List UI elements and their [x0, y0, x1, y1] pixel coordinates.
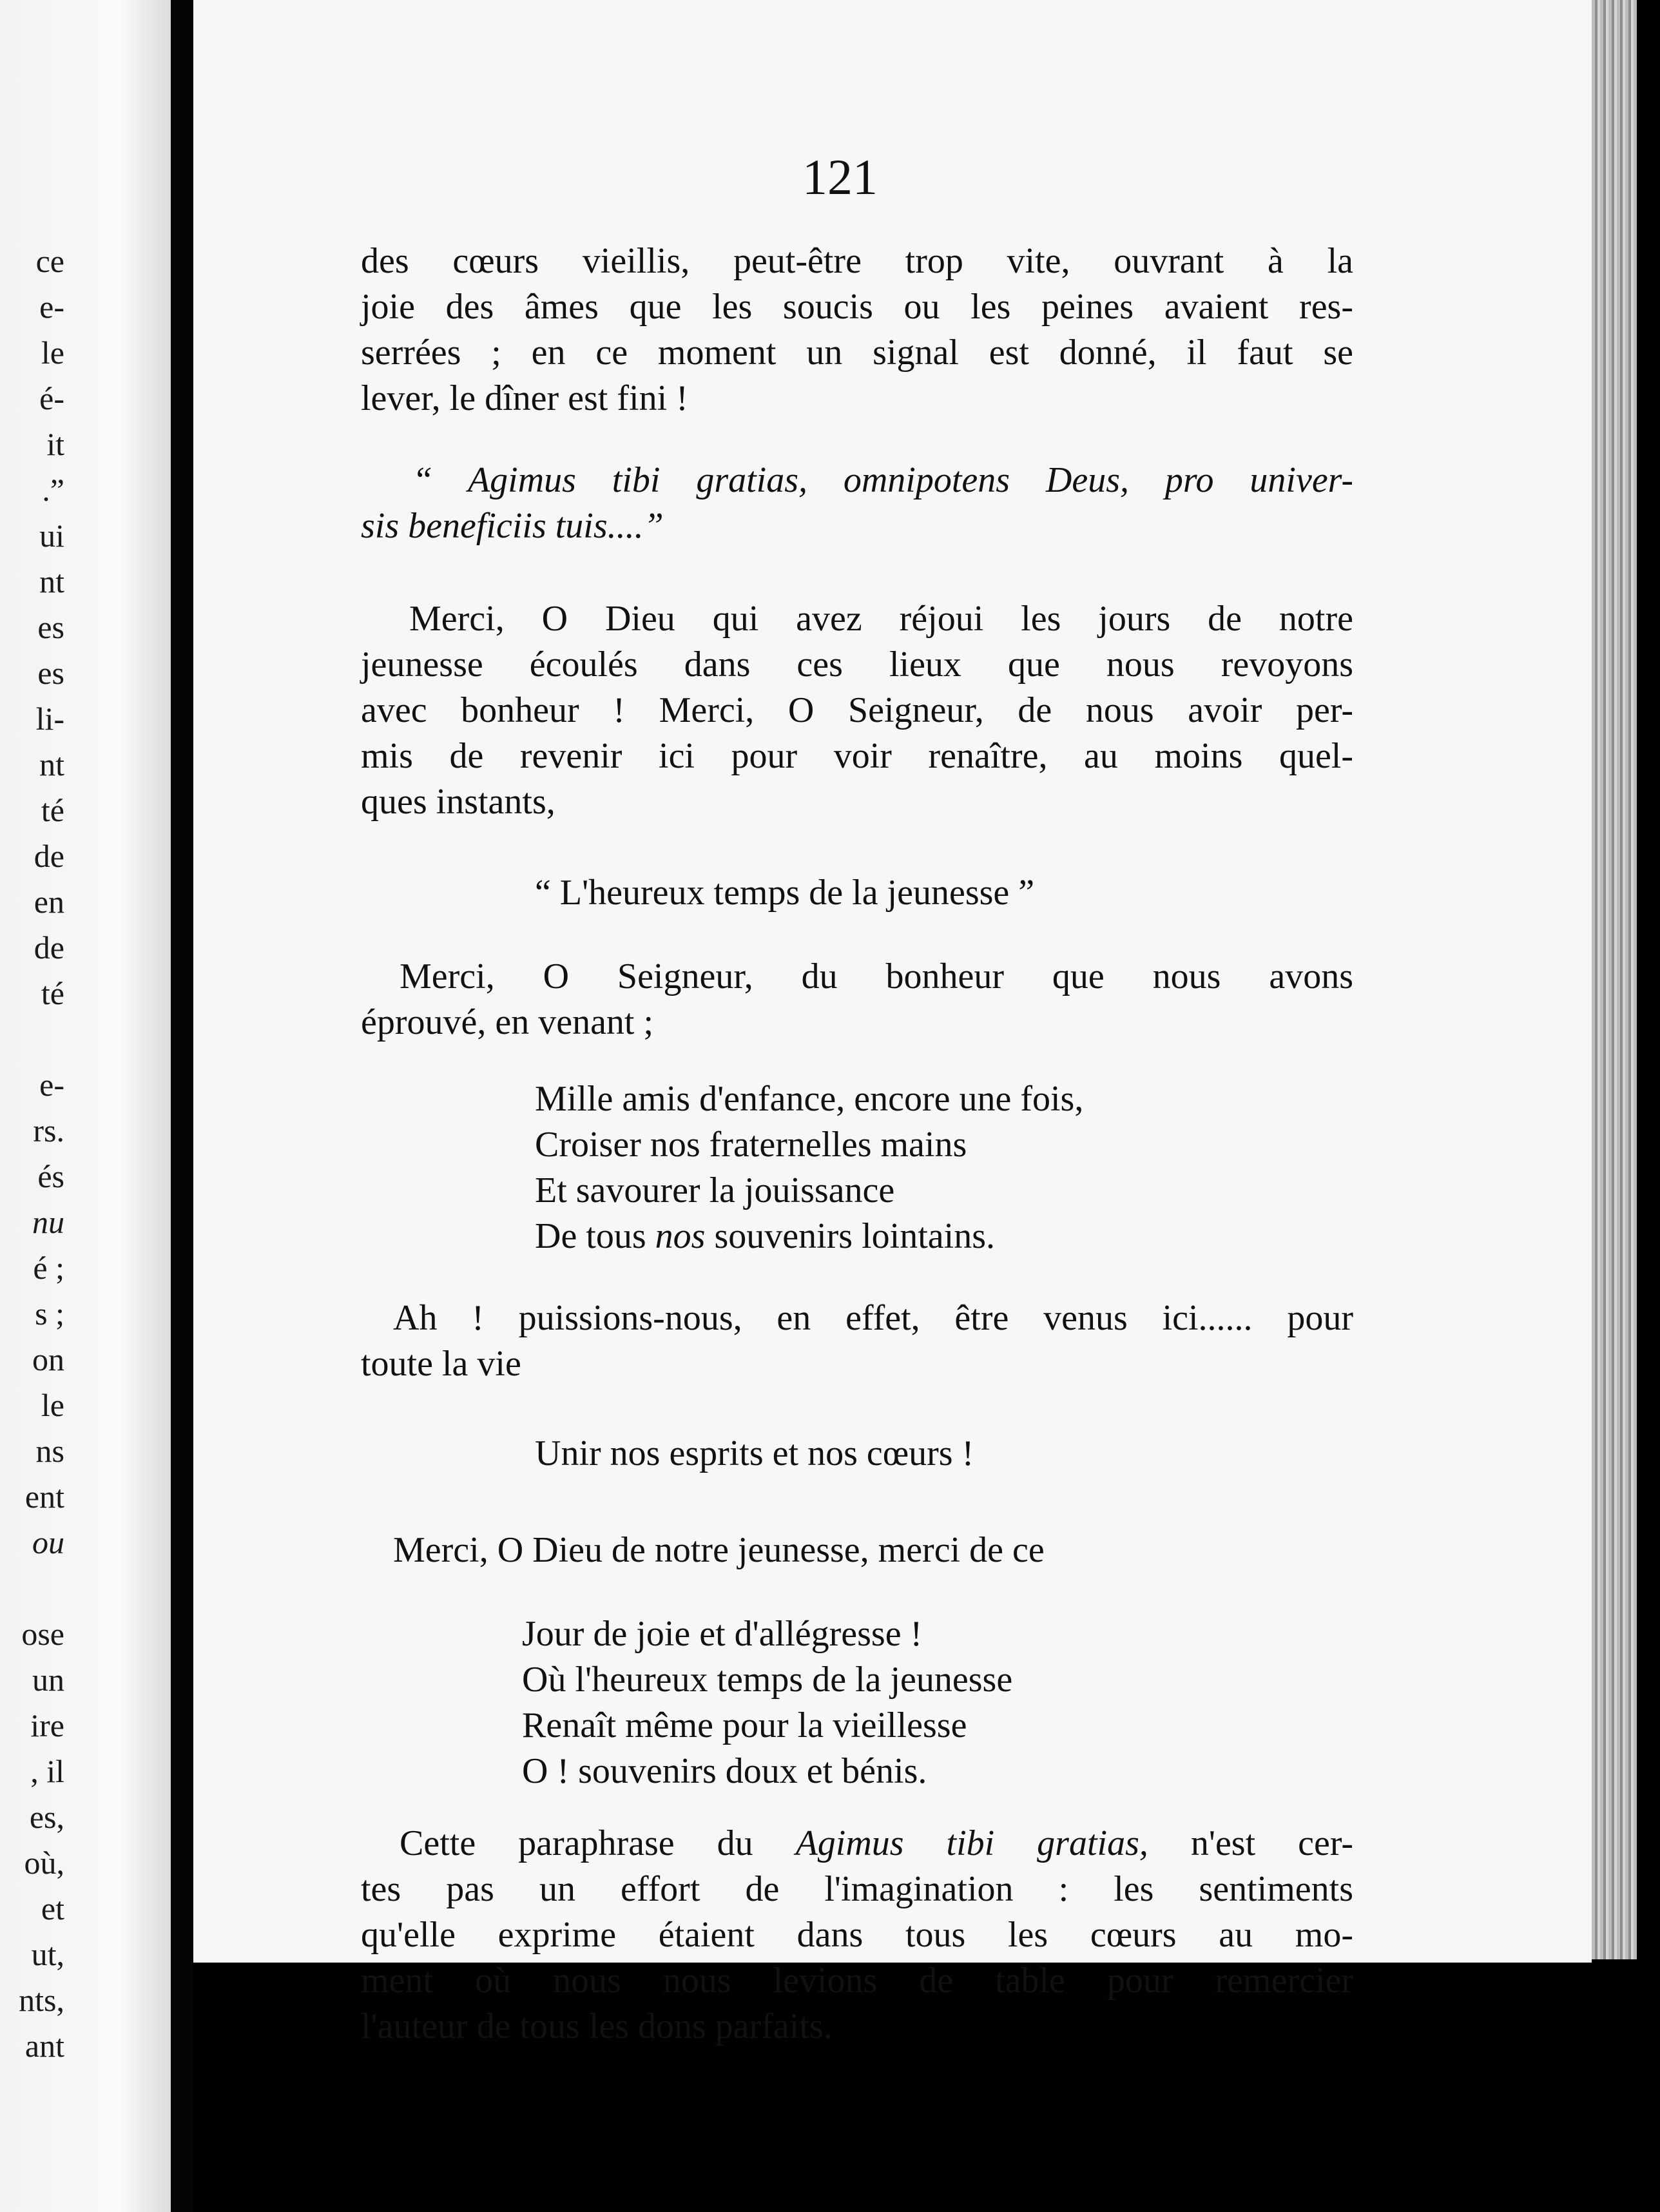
left-page-fragment: es,: [29, 1799, 64, 1835]
left-page-fragment: .”: [42, 472, 64, 508]
left-page-fragment: nt: [39, 746, 64, 782]
text-line: lever, le dîner est fini !: [361, 378, 688, 418]
left-page-fragment: de: [34, 929, 64, 965]
verse-unir: Unir nos esprits et nos cœurs !: [535, 1433, 974, 1473]
text-line: jeunesse écoulés dans ces lieux que nous revoyons: [361, 645, 1353, 684]
quote-jeunesse: “ L'heureux temps de la jeunesse ”: [535, 873, 1035, 913]
left-page-fragment: où,: [24, 1845, 64, 1881]
left-page-fragment: it: [46, 426, 64, 462]
text-line: Merci, O Seigneur, du bonheur que nous avons: [400, 956, 1353, 996]
text-line: joie des âmes que les soucis ou les peines avaient res-: [361, 287, 1353, 327]
left-page-fragment: es: [37, 655, 64, 691]
text-line: ment où nous nous levions de table pour remercier: [361, 1961, 1353, 2001]
left-page-fragment: é ;: [33, 1250, 64, 1286]
left-page-fragment: ui: [39, 518, 64, 554]
text-italic-segment: Agimus tibi gratias,: [795, 1823, 1148, 1863]
verse-line: Et savourer la jouissance: [535, 1170, 895, 1210]
left-page-fragment: nt: [39, 563, 64, 599]
left-page-fragment: , il: [30, 1753, 64, 1789]
left-page-fragment: té: [41, 975, 64, 1011]
text-line: toute la vie: [361, 1344, 521, 1384]
text-line: ques instants,: [361, 782, 555, 822]
left-page-fragment: e-: [39, 289, 64, 325]
text-line: sis beneficiis tuis....”: [361, 506, 664, 546]
verse-line: [535, 1214, 1083, 1259]
left-page-fragment: ut,: [31, 1936, 64, 1972]
text-line: Ah ! puissions-nous, en effet, être venus ici...... pour: [393, 1298, 1353, 1338]
page-number: 121: [802, 149, 878, 205]
left-page-fragment: [0, 1016, 64, 1062]
left-page-fragment: é-: [39, 380, 64, 416]
left-page-fragment: en: [34, 884, 64, 920]
verse-line: Croiser nos fraternelles mains: [535, 1125, 967, 1165]
left-page-fragment: et: [41, 1890, 64, 1926]
left-page-fragment: ou: [32, 1524, 64, 1560]
left-page-fragment: e-: [39, 1067, 64, 1103]
verse-text: souvenirs lointains.: [705, 1216, 995, 1256]
left-page-fragment: li-: [35, 701, 64, 737]
text-line: mis de revenir ici pour voir renaître, au moins quel-: [361, 736, 1353, 776]
verse-line: O ! souvenirs doux et bénis.: [522, 1751, 927, 1791]
paragraph-3: [361, 954, 1353, 1045]
left-page-fragment: le: [41, 1387, 64, 1423]
left-page-fragment: nts,: [19, 1982, 64, 2018]
verse-line: Mille amis d'enfance, encore une fois,: [535, 1079, 1084, 1119]
left-page-fragment: s ;: [35, 1295, 64, 1332]
verse-2: [522, 1611, 1012, 1794]
left-page-fragment: ent: [24, 1479, 64, 1515]
left-page-fragment: ose: [21, 1616, 64, 1652]
verse-1: [535, 1076, 1083, 1259]
left-page-fragment: un: [32, 1662, 64, 1698]
text-segment: Cette paraphrase du: [400, 1823, 796, 1863]
paragraph-6: [361, 1821, 1353, 2050]
left-page-fragment: rs.: [33, 1112, 64, 1149]
left-page-fragment: ce: [35, 243, 64, 279]
verse-line: Où l'heureux temps de la jeunesse: [522, 1660, 1013, 1700]
text-line: avec bonheur ! Merci, O Seigneur, de nous avoir per-: [361, 690, 1353, 730]
paragraph-5: Merci, O Dieu de notre jeunesse, merci de ce: [393, 1530, 1045, 1570]
left-page-fragment: le: [41, 335, 64, 371]
text-line: tes pas un effort de l'imagination : les sentiments: [361, 1869, 1353, 1909]
left-page-fragment: es: [37, 609, 64, 645]
verse-line: Renaît même pour la vieillesse: [522, 1705, 967, 1745]
left-page-fragment: de: [34, 838, 64, 874]
left-page: [0, 0, 171, 2212]
verse-line: Jour de joie et d'allégresse !: [522, 1614, 923, 1654]
text-segment: n'est cer-: [1148, 1823, 1353, 1863]
left-page-fragment: nu: [32, 1204, 64, 1240]
text-line: Merci, O Dieu qui avez réjoui les jours de notre: [409, 599, 1353, 639]
paragraph-2: [361, 596, 1353, 825]
text-line: des cœurs vieillis, peut-être trop vite, ouvrant à la: [361, 241, 1353, 281]
text-line: qu'elle exprime étaient dans tous les cœurs au mo-: [361, 1915, 1353, 1955]
left-page-fragment: és: [37, 1158, 64, 1194]
left-page-fragment: ant: [24, 2028, 64, 2064]
text-line: serrées ; en ce moment un signal est donné, il faut se: [361, 333, 1353, 373]
left-page-fragment: [0, 1566, 64, 1611]
text-line: [361, 1821, 1353, 1867]
left-page-fragment: ns: [35, 1433, 64, 1469]
verse-text: De tous: [535, 1216, 655, 1256]
left-page-text-fragments: [0, 238, 64, 2069]
left-page-fragment: ire: [30, 1707, 64, 1743]
latin-quote: [361, 458, 1353, 549]
paragraph-4: [361, 1295, 1353, 1387]
left-page-fragment: on: [32, 1341, 64, 1377]
paragraph-1: [361, 238, 1353, 422]
left-page-fragment: té: [41, 792, 64, 828]
text-line: éprouvé, en venant ;: [361, 1002, 654, 1042]
text-line: l'auteur de tous les dons parfaits.: [361, 2006, 833, 2046]
verse-italic-word: nos: [655, 1216, 706, 1256]
text-line: “ Agimus tibi gratias, omnipotens Deus, pro univer-: [412, 460, 1353, 500]
page-edges: [1592, 0, 1637, 1959]
